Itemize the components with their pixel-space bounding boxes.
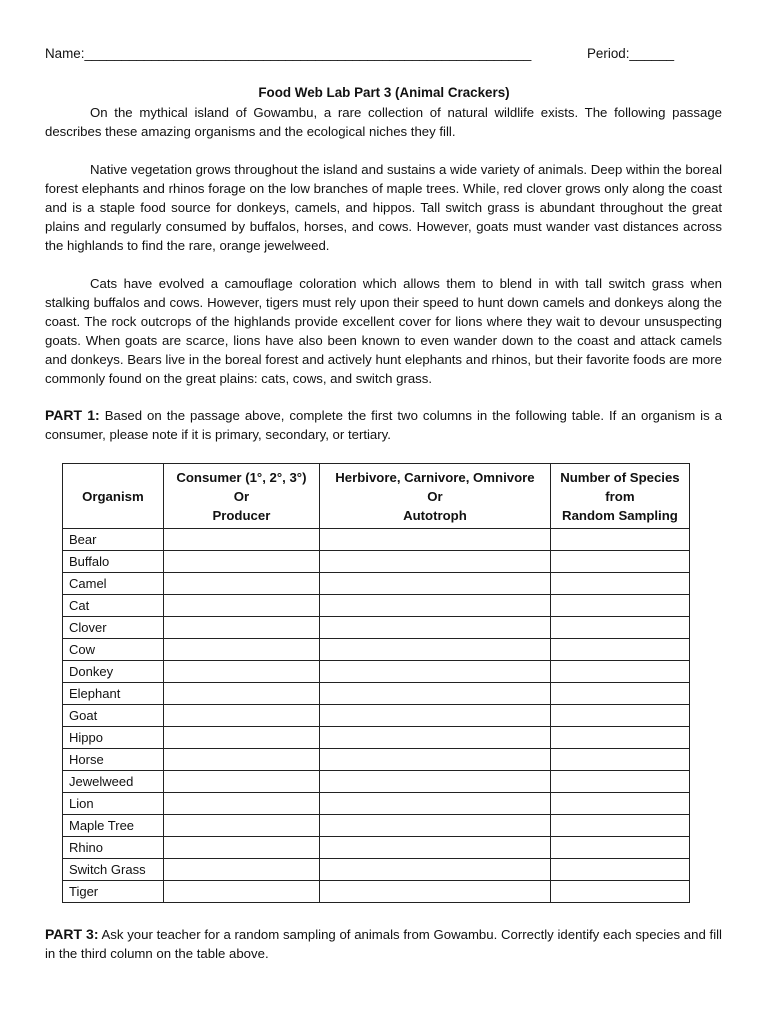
diet-type-cell[interactable] xyxy=(320,881,551,903)
header-species-count: Number of Species from Random Sampling xyxy=(550,464,689,529)
organism-name: Switch Grass xyxy=(63,859,164,881)
diet-type-cell[interactable] xyxy=(320,859,551,881)
table-header-row xyxy=(63,464,690,529)
species-count-cell[interactable] xyxy=(550,551,689,573)
diet-type-cell[interactable] xyxy=(320,793,551,815)
species-count-cell[interactable] xyxy=(550,727,689,749)
table-row xyxy=(63,661,690,683)
diet-type-cell[interactable] xyxy=(320,837,551,859)
table-row xyxy=(63,573,690,595)
diet-type-cell[interactable] xyxy=(320,749,551,771)
table-row xyxy=(63,793,690,815)
organism-name: Cow xyxy=(63,639,164,661)
part1-text: Based on the passage above, complete the first two columns in the following table. If an organism is a consumer, please note if it is primary, secondary, or tertiary. xyxy=(45,408,722,442)
species-count-cell[interactable] xyxy=(550,793,689,815)
table-body xyxy=(63,529,690,903)
table-row xyxy=(63,705,690,727)
diet-type-cell[interactable] xyxy=(320,705,551,727)
part1-instructions xyxy=(45,406,722,444)
consumer-producer-cell[interactable] xyxy=(163,815,319,837)
consumer-producer-cell[interactable] xyxy=(163,661,319,683)
diet-type-cell[interactable] xyxy=(320,771,551,793)
species-count-cell[interactable] xyxy=(550,771,689,793)
consumer-producer-cell[interactable] xyxy=(163,529,319,551)
consumer-producer-cell[interactable] xyxy=(163,683,319,705)
species-count-cell[interactable] xyxy=(550,639,689,661)
diet-type-cell[interactable] xyxy=(320,727,551,749)
part3-text: Ask your teacher for a random sampling of animals from Gowambu. Correctly identify each species and fill in the third column on the table above. xyxy=(45,927,722,961)
diet-type-cell[interactable] xyxy=(320,639,551,661)
predators-text: Cats have evolved a camouflage coloration which allows them to blend in with tall switch grass when stalking buffalos and cows. However, tigers must rely upon their speed to hunt down camels and donkeys along the coast. The rock outcrops of the highlands provide excellent cover for lions where they wait to devour unsuspecting goats. When goats are scarce, lions have also been known to even wander down to the coast and attack camels and donkeys. Bears live in the boreal forest and actively hunt elephants and rhinos, but their favorite foods are more commonly found on the great plains: cats, cows, and switch grass. xyxy=(45,276,722,386)
organism-name: Hippo xyxy=(63,727,164,749)
organism-name: Buffalo xyxy=(63,551,164,573)
species-count-cell[interactable] xyxy=(550,617,689,639)
organism-name: Elephant xyxy=(63,683,164,705)
consumer-producer-cell[interactable] xyxy=(163,771,319,793)
diet-type-cell[interactable] xyxy=(320,661,551,683)
organism-name: Clover xyxy=(63,617,164,639)
organism-name: Jewelweed xyxy=(63,771,164,793)
intro-paragraph xyxy=(45,103,722,141)
organism-name: Goat xyxy=(63,705,164,727)
vegetation-paragraph xyxy=(45,160,722,255)
predators-paragraph xyxy=(45,274,722,388)
species-count-cell[interactable] xyxy=(550,749,689,771)
name-field[interactable]: Name:____________________________________________________________ xyxy=(45,46,532,61)
consumer-producer-cell[interactable] xyxy=(163,859,319,881)
species-count-cell[interactable] xyxy=(550,859,689,881)
organism-name: Cat xyxy=(63,595,164,617)
header-diet-type: Herbivore, Carnivore, Omnivore Or Autotroph xyxy=(320,464,551,529)
consumer-producer-cell[interactable] xyxy=(163,705,319,727)
species-count-cell[interactable] xyxy=(550,705,689,727)
consumer-producer-cell[interactable] xyxy=(163,573,319,595)
consumer-producer-cell[interactable] xyxy=(163,727,319,749)
diet-type-cell[interactable] xyxy=(320,529,551,551)
consumer-producer-cell[interactable] xyxy=(163,881,319,903)
table-row xyxy=(63,617,690,639)
table-row xyxy=(63,727,690,749)
diet-type-cell[interactable] xyxy=(320,595,551,617)
consumer-producer-cell[interactable] xyxy=(163,793,319,815)
table-row xyxy=(63,683,690,705)
species-count-cell[interactable] xyxy=(550,881,689,903)
table-row xyxy=(63,859,690,881)
species-count-cell[interactable] xyxy=(550,815,689,837)
species-count-cell[interactable] xyxy=(550,661,689,683)
consumer-producer-cell[interactable] xyxy=(163,837,319,859)
organism-name: Tiger xyxy=(63,881,164,903)
table-row xyxy=(63,749,690,771)
part3-label: PART 3: xyxy=(45,926,99,942)
table-row xyxy=(63,551,690,573)
table-row xyxy=(63,639,690,661)
period-field[interactable]: Period:______ xyxy=(587,46,675,61)
vegetation-text: Native vegetation grows throughout the island and sustains a wide variety of animals. Deep within the boreal forest elephants and rhinos forage on the low branches of maple trees. While, red clover grows only along the coast and is a staple food source for donkeys, camels, and hippos. Tall switch grass is abundant throughout the great plains and regularly consumed by buffalos, horses, and cows. However, goats must wander vast distances across the highlands to find the rare, orange jewelweed. xyxy=(45,162,722,253)
diet-type-cell[interactable] xyxy=(320,617,551,639)
consumer-producer-cell[interactable] xyxy=(163,617,319,639)
consumer-producer-cell[interactable] xyxy=(163,749,319,771)
table-row xyxy=(63,771,690,793)
table-row xyxy=(63,881,690,903)
part1-label: PART 1: xyxy=(45,407,100,423)
table-row xyxy=(63,529,690,551)
diet-type-cell[interactable] xyxy=(320,815,551,837)
organism-name: Camel xyxy=(63,573,164,595)
diet-type-cell[interactable] xyxy=(320,683,551,705)
table-row xyxy=(63,837,690,859)
page-title: Food Web Lab Part 3 (Animal Crackers) xyxy=(258,85,510,100)
consumer-producer-cell[interactable] xyxy=(163,551,319,573)
header-consumer-producer: Consumer (1°, 2°, 3°) Or Producer xyxy=(163,464,319,529)
organism-table xyxy=(62,463,690,903)
header-organism: Organism xyxy=(63,464,164,529)
consumer-producer-cell[interactable] xyxy=(163,639,319,661)
organism-name: Rhino xyxy=(63,837,164,859)
intro-text: On the mythical island of Gowambu, a rare collection of natural wildlife exists. The following passage describes these amazing organisms and the ecological niches they fill. xyxy=(45,105,722,139)
organism-name: Donkey xyxy=(63,661,164,683)
diet-type-cell[interactable] xyxy=(320,573,551,595)
organism-name: Lion xyxy=(63,793,164,815)
table-row xyxy=(63,815,690,837)
organism-name: Maple Tree xyxy=(63,815,164,837)
diet-type-cell[interactable] xyxy=(320,551,551,573)
species-count-cell[interactable] xyxy=(550,683,689,705)
species-count-cell[interactable] xyxy=(550,837,689,859)
organism-name: Horse xyxy=(63,749,164,771)
organism-name: Bear xyxy=(63,529,164,551)
species-count-cell[interactable] xyxy=(550,595,689,617)
table-row xyxy=(63,595,690,617)
consumer-producer-cell[interactable] xyxy=(163,595,319,617)
species-count-cell[interactable] xyxy=(550,529,689,551)
species-count-cell[interactable] xyxy=(550,573,689,595)
part3-instructions xyxy=(45,925,722,963)
